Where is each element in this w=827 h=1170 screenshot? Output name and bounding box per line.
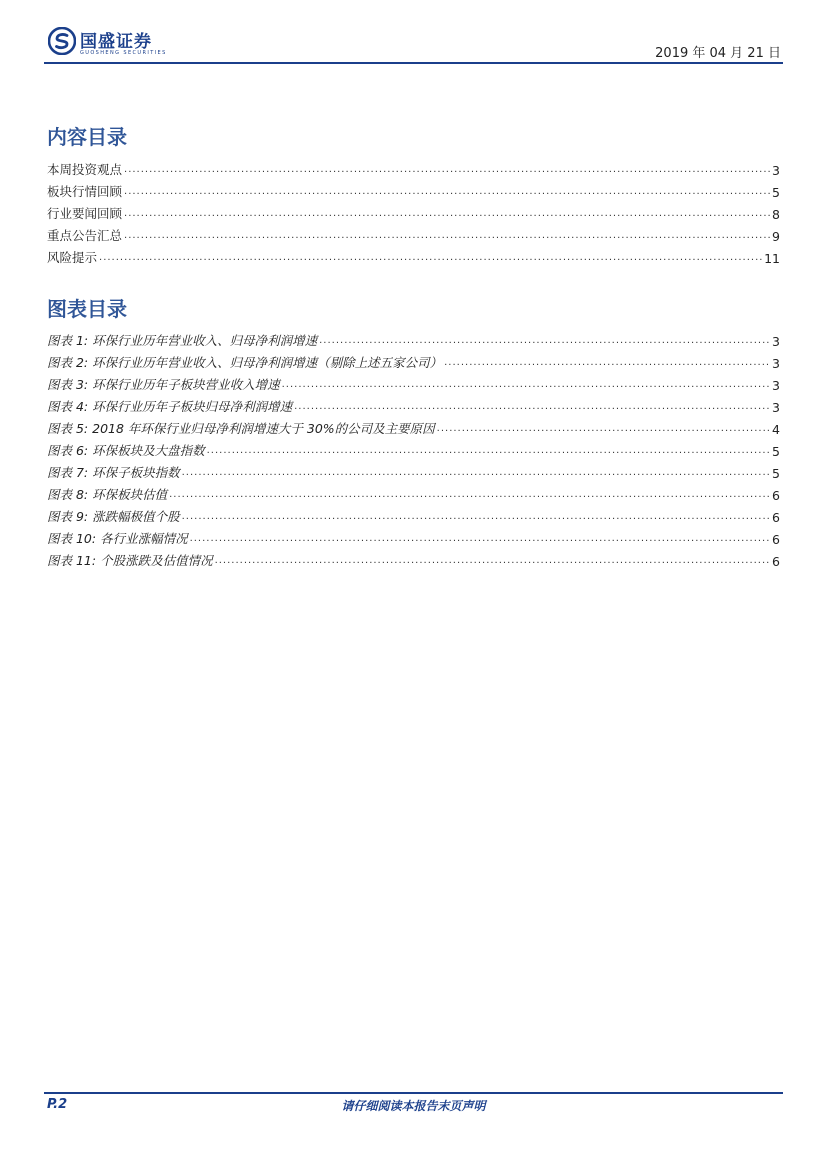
dot-leader: [182, 511, 770, 522]
figure-entry-label: 图表 10: 各行业涨幅情况: [47, 531, 188, 546]
toc-entry-page: 11: [764, 251, 780, 266]
figure-entry-page: 6: [772, 532, 780, 547]
toc-entry-page: 8: [772, 207, 780, 222]
toc-entry-label: 板块行情回顾: [47, 184, 123, 199]
figure-entry-label: 图表 11: 个股涨跌及估值情况: [47, 553, 213, 568]
logo-chinese-name: 国盛证券: [80, 32, 152, 52]
figure-entry-page: 3: [772, 356, 780, 371]
guosheng-logo-icon: [48, 27, 76, 55]
figure-entry-page: 6: [772, 510, 780, 525]
figure-entry-page: 6: [772, 488, 780, 503]
disclaimer-notice: 请仔细阅读本报告末页声明: [341, 1099, 486, 1113]
figure-entry-7[interactable]: [47, 459, 780, 481]
dot-leader: [437, 423, 770, 434]
figure-entry-4[interactable]: [47, 393, 780, 415]
figure-entry-6[interactable]: [47, 437, 780, 459]
toc-entry-label: 重点公告汇总: [47, 228, 123, 243]
dot-leader: [124, 208, 770, 219]
figure-entry-label: 图表 7: 环保子板块指数: [47, 465, 180, 480]
toc-entry-page: 5: [772, 185, 780, 200]
dot-leader: [182, 467, 770, 478]
dot-leader: [124, 186, 770, 197]
dot-leader: [124, 230, 770, 241]
toc-entry-market-review[interactable]: [47, 178, 780, 200]
figure-entry-label: 图表 8: 环保板块估值: [47, 487, 168, 502]
toc-entry-risk-warning[interactable]: [47, 244, 780, 266]
figures-list: [47, 327, 780, 569]
report-date: 2019 年 04 月 21 日: [655, 46, 781, 61]
toc-entry-industry-news[interactable]: [47, 200, 780, 222]
toc-entry-investment-view[interactable]: [47, 156, 780, 178]
dot-leader: [169, 489, 770, 500]
page-header: [44, 24, 783, 62]
figure-entry-1[interactable]: [47, 327, 780, 349]
toc-entry-page: 3: [772, 163, 780, 178]
figure-entry-page: 4: [772, 422, 780, 437]
toc-entry-label: 行业要闻回顾: [47, 206, 123, 221]
figure-entry-10[interactable]: [47, 525, 780, 547]
page-number: P.2: [47, 1097, 68, 1112]
toc-entry-page: 9: [772, 229, 780, 244]
figure-entry-label: 图表 9: 涨跌幅极值个股: [47, 509, 180, 524]
figure-entry-page: 3: [772, 378, 780, 393]
contents-title: 内容目录: [47, 125, 127, 149]
footer-divider: [44, 1092, 783, 1094]
dot-leader: [282, 379, 770, 390]
figure-entry-2[interactable]: [47, 349, 780, 371]
dot-leader: [444, 357, 770, 368]
figure-entry-page: 6: [772, 554, 780, 569]
toc-entry-label: 风险提示: [47, 250, 98, 265]
toc-entry-announcements[interactable]: [47, 222, 780, 244]
figure-entry-page: 3: [772, 400, 780, 415]
dot-leader: [215, 555, 770, 566]
figure-entry-label: 图表 3: 环保行业历年子板块营业收入增速: [47, 377, 280, 392]
figure-entry-page: 5: [772, 466, 780, 481]
dot-leader: [294, 401, 770, 412]
dot-leader: [190, 533, 770, 544]
figure-entry-11[interactable]: [47, 547, 780, 569]
figure-entry-label: 图表 6: 环保板块及大盘指数: [47, 443, 205, 458]
dot-leader: [99, 252, 762, 263]
figure-entry-label: 图表 4: 环保行业历年子板块归母净利润增速: [47, 399, 293, 414]
dot-leader: [319, 335, 770, 346]
figure-entry-5[interactable]: [47, 415, 780, 437]
figure-entry-9[interactable]: [47, 503, 780, 525]
header-divider: [44, 62, 783, 64]
figures-title: 图表目录: [47, 297, 127, 321]
toc-entry-label: 本周投资观点: [47, 162, 123, 177]
company-logo: [44, 24, 174, 60]
dot-leader: [207, 445, 770, 456]
contents-list: [47, 156, 780, 266]
figure-entry-label: 图表 2: 环保行业历年营业收入、归母净利润增速（剔除上述五家公司）: [47, 355, 443, 370]
figure-entry-page: 5: [772, 444, 780, 459]
figure-entry-label: 图表 5: 2018 年环保行业归母净利润增速大于 30%的公司及主要原因: [47, 421, 435, 436]
dot-leader: [124, 164, 770, 175]
logo-english-name: GUOSHENG SECURITIES: [80, 50, 167, 56]
figure-entry-3[interactable]: [47, 371, 780, 393]
figure-entry-8[interactable]: [47, 481, 780, 503]
figure-entry-page: 3: [772, 334, 780, 349]
figure-entry-label: 图表 1: 环保行业历年营业收入、归母净利润增速: [47, 333, 318, 348]
